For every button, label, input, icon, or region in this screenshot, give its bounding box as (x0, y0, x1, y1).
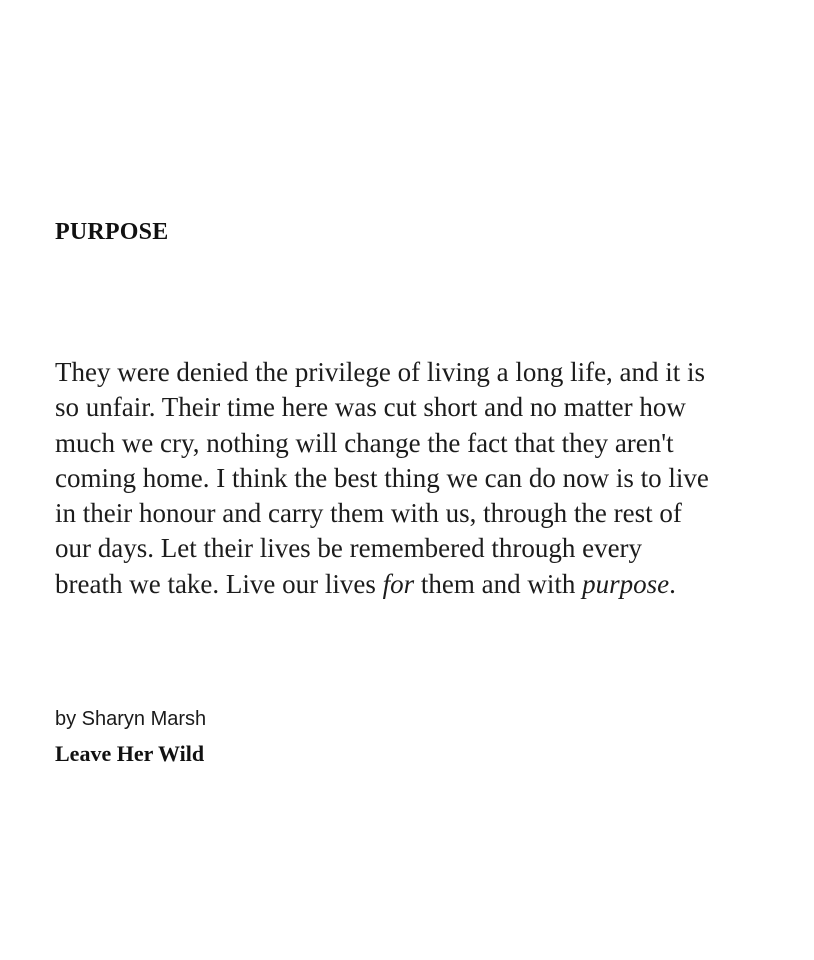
poem-body (55, 355, 795, 602)
poem-text-fragment: breath we take. Live our lives (55, 568, 383, 599)
poem-line: coming home. I think the best thing we can do now is to live (55, 462, 709, 493)
poem-last-line (55, 567, 795, 602)
poem-line: in their honour and carry them with us, through the rest of (55, 498, 682, 529)
poem-line: much we cry, nothing will change the fact that they aren't (55, 427, 674, 458)
poem-text-fragment: . (669, 568, 676, 599)
author-credit: by Sharyn Marsh (55, 708, 207, 730)
poem-italic-for: for (382, 568, 415, 599)
book-title: Leave Her Wild (55, 741, 205, 766)
poem-text-fragment: them and with (414, 568, 583, 599)
poem-title: PURPOSE (55, 219, 169, 245)
poem-line: They were denied the privilege of living a long life, and it is (55, 357, 706, 387)
poem-line: so unfair. Their time here was cut short and no matter how (55, 392, 686, 423)
poem-line: our days. Let their lives be remembered through every (55, 533, 643, 564)
poem-italic-purpose: purpose (582, 568, 670, 599)
